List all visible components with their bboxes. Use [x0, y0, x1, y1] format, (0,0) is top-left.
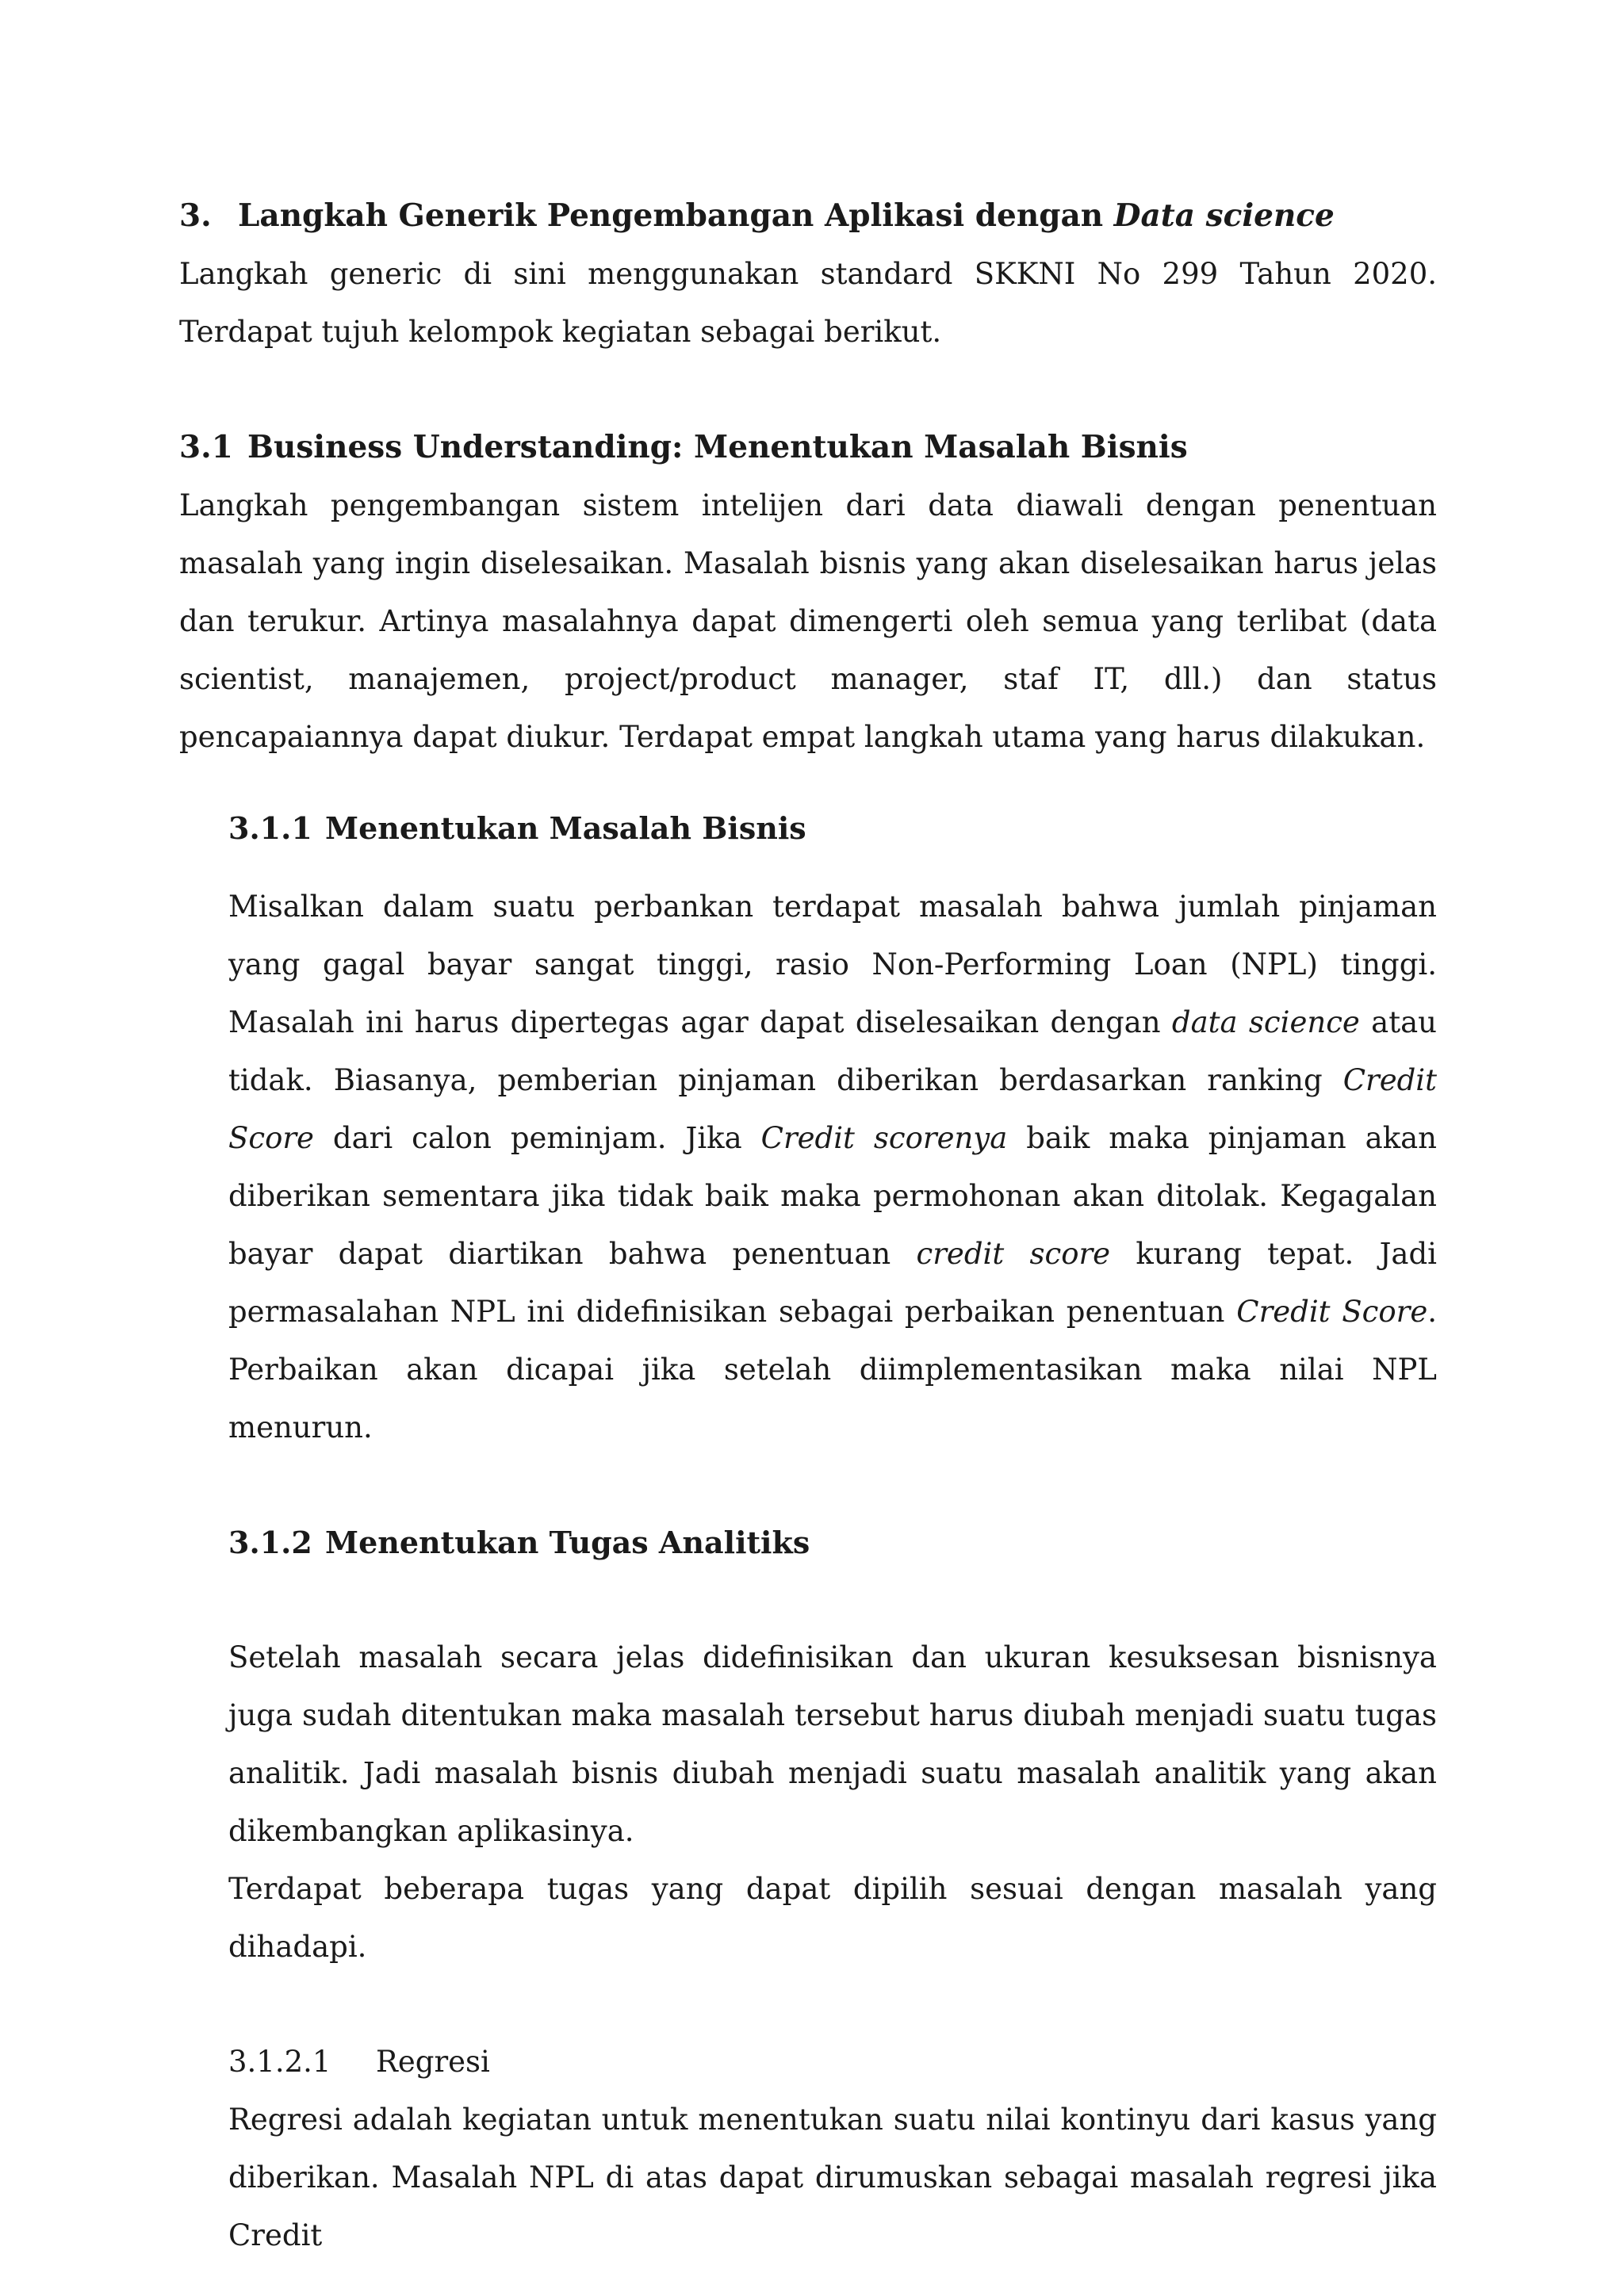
heading-title: Menentukan Masalah Bisnis: [325, 810, 806, 846]
section-3-intro: Langkah generic di sini menggunakan standard SKKNI No 299 Tahun 2020. Terdapat tujuh kelompok kegiatan sebagai berikut.: [179, 257, 1437, 349]
page-content: [179, 187, 1437, 2264]
heading-title: Menentukan Tugas Analitiks: [325, 1525, 810, 1560]
heading-section-3-1-2: [228, 1513, 1437, 1571]
heading-title: Langkah Generik Pengembangan Aplikasi dengan: [238, 197, 1114, 234]
heading-number: 3.1.1: [228, 810, 312, 846]
heading-section-3-1: [179, 419, 1437, 476]
heading-number: 3.: [179, 197, 212, 234]
heading-title: Business Understanding: Menentukan Masalah Bisnis: [247, 429, 1188, 465]
heading-number: 3.1: [179, 429, 233, 465]
heading-number: 3.1.2.1: [228, 2045, 331, 2079]
heading-number: 3.1.2: [228, 1525, 312, 1560]
section-3-1-2-paragraph-2: Terdapat beberapa tugas yang dapat dipilih sesuai dengan masalah yang dihadapi.: [228, 1872, 1437, 1964]
heading-section-3: [179, 187, 1437, 245]
section-3-1-1-paragraph: Misalkan dalam suatu perbankan terdapat masalah bahwa jumlah pinjaman yang gagal bayar sangat tinggi, rasio Non-Performing Loan (NPL) tinggi. Masalah ini harus dipertegas agar dapat diselesaikan dengan data science atau tidak. Biasanya, pemberian pinjaman diberikan berdasarkan ranking Credit Score dari calon peminjam. Jika Credit scorenya baik maka pinjaman akan diberikan sementara jika tidak baik maka permohonan akan ditolak. Kegagalan bayar dapat diartikan bahwa penentuan credit score kurang tepat. Jadi permasalahan NPL ini didefinisikan sebagai perbaikan penentuan Credit Score. Perbaikan akan dicapai jika setelah diimplementasikan maka nilai NPL menurun.: [228, 890, 1438, 1445]
heading-section-3-1-1: [228, 799, 1437, 857]
heading-section-3-1-2-1: [228, 2033, 1437, 2091]
section-3-1-2-paragraph-1: Setelah masalah secara jelas didefinisikan dan ukuran kesuksesan bisnisnya juga sudah ditentukan maka masalah tersebut harus diubah menjadi suatu tugas analitik. Jadi masalah bisnis diubah menjadi suatu masalah analitik yang akan dikembangkan aplikasinya.: [228, 1640, 1437, 1848]
heading-title-italic: Data science: [1113, 197, 1335, 234]
section-3-1-paragraph: Langkah pengembangan sistem intelijen dari data diawali dengan penentuan masalah yang ingin diselesaikan. Masalah bisnis yang akan diselesaikan harus jelas dan terukur. Artinya masalahnya dapat dimengerti oleh semua yang terlibat (data scientist, manajemen, project/product manager, staf IT, dll.) dan status pencapaiannya dapat diukur. Terdapat empat langkah utama yang harus dilakukan.: [179, 488, 1437, 754]
heading-title: Regresi: [376, 2045, 490, 2079]
section-3-1-2-1-paragraph: Regresi adalah kegiatan untuk menentukan suatu nilai kontinyu dari kasus yang diberikan. Masalah NPL di atas dapat dirumuskan sebagai masalah regresi jika Credit: [228, 2103, 1437, 2252]
